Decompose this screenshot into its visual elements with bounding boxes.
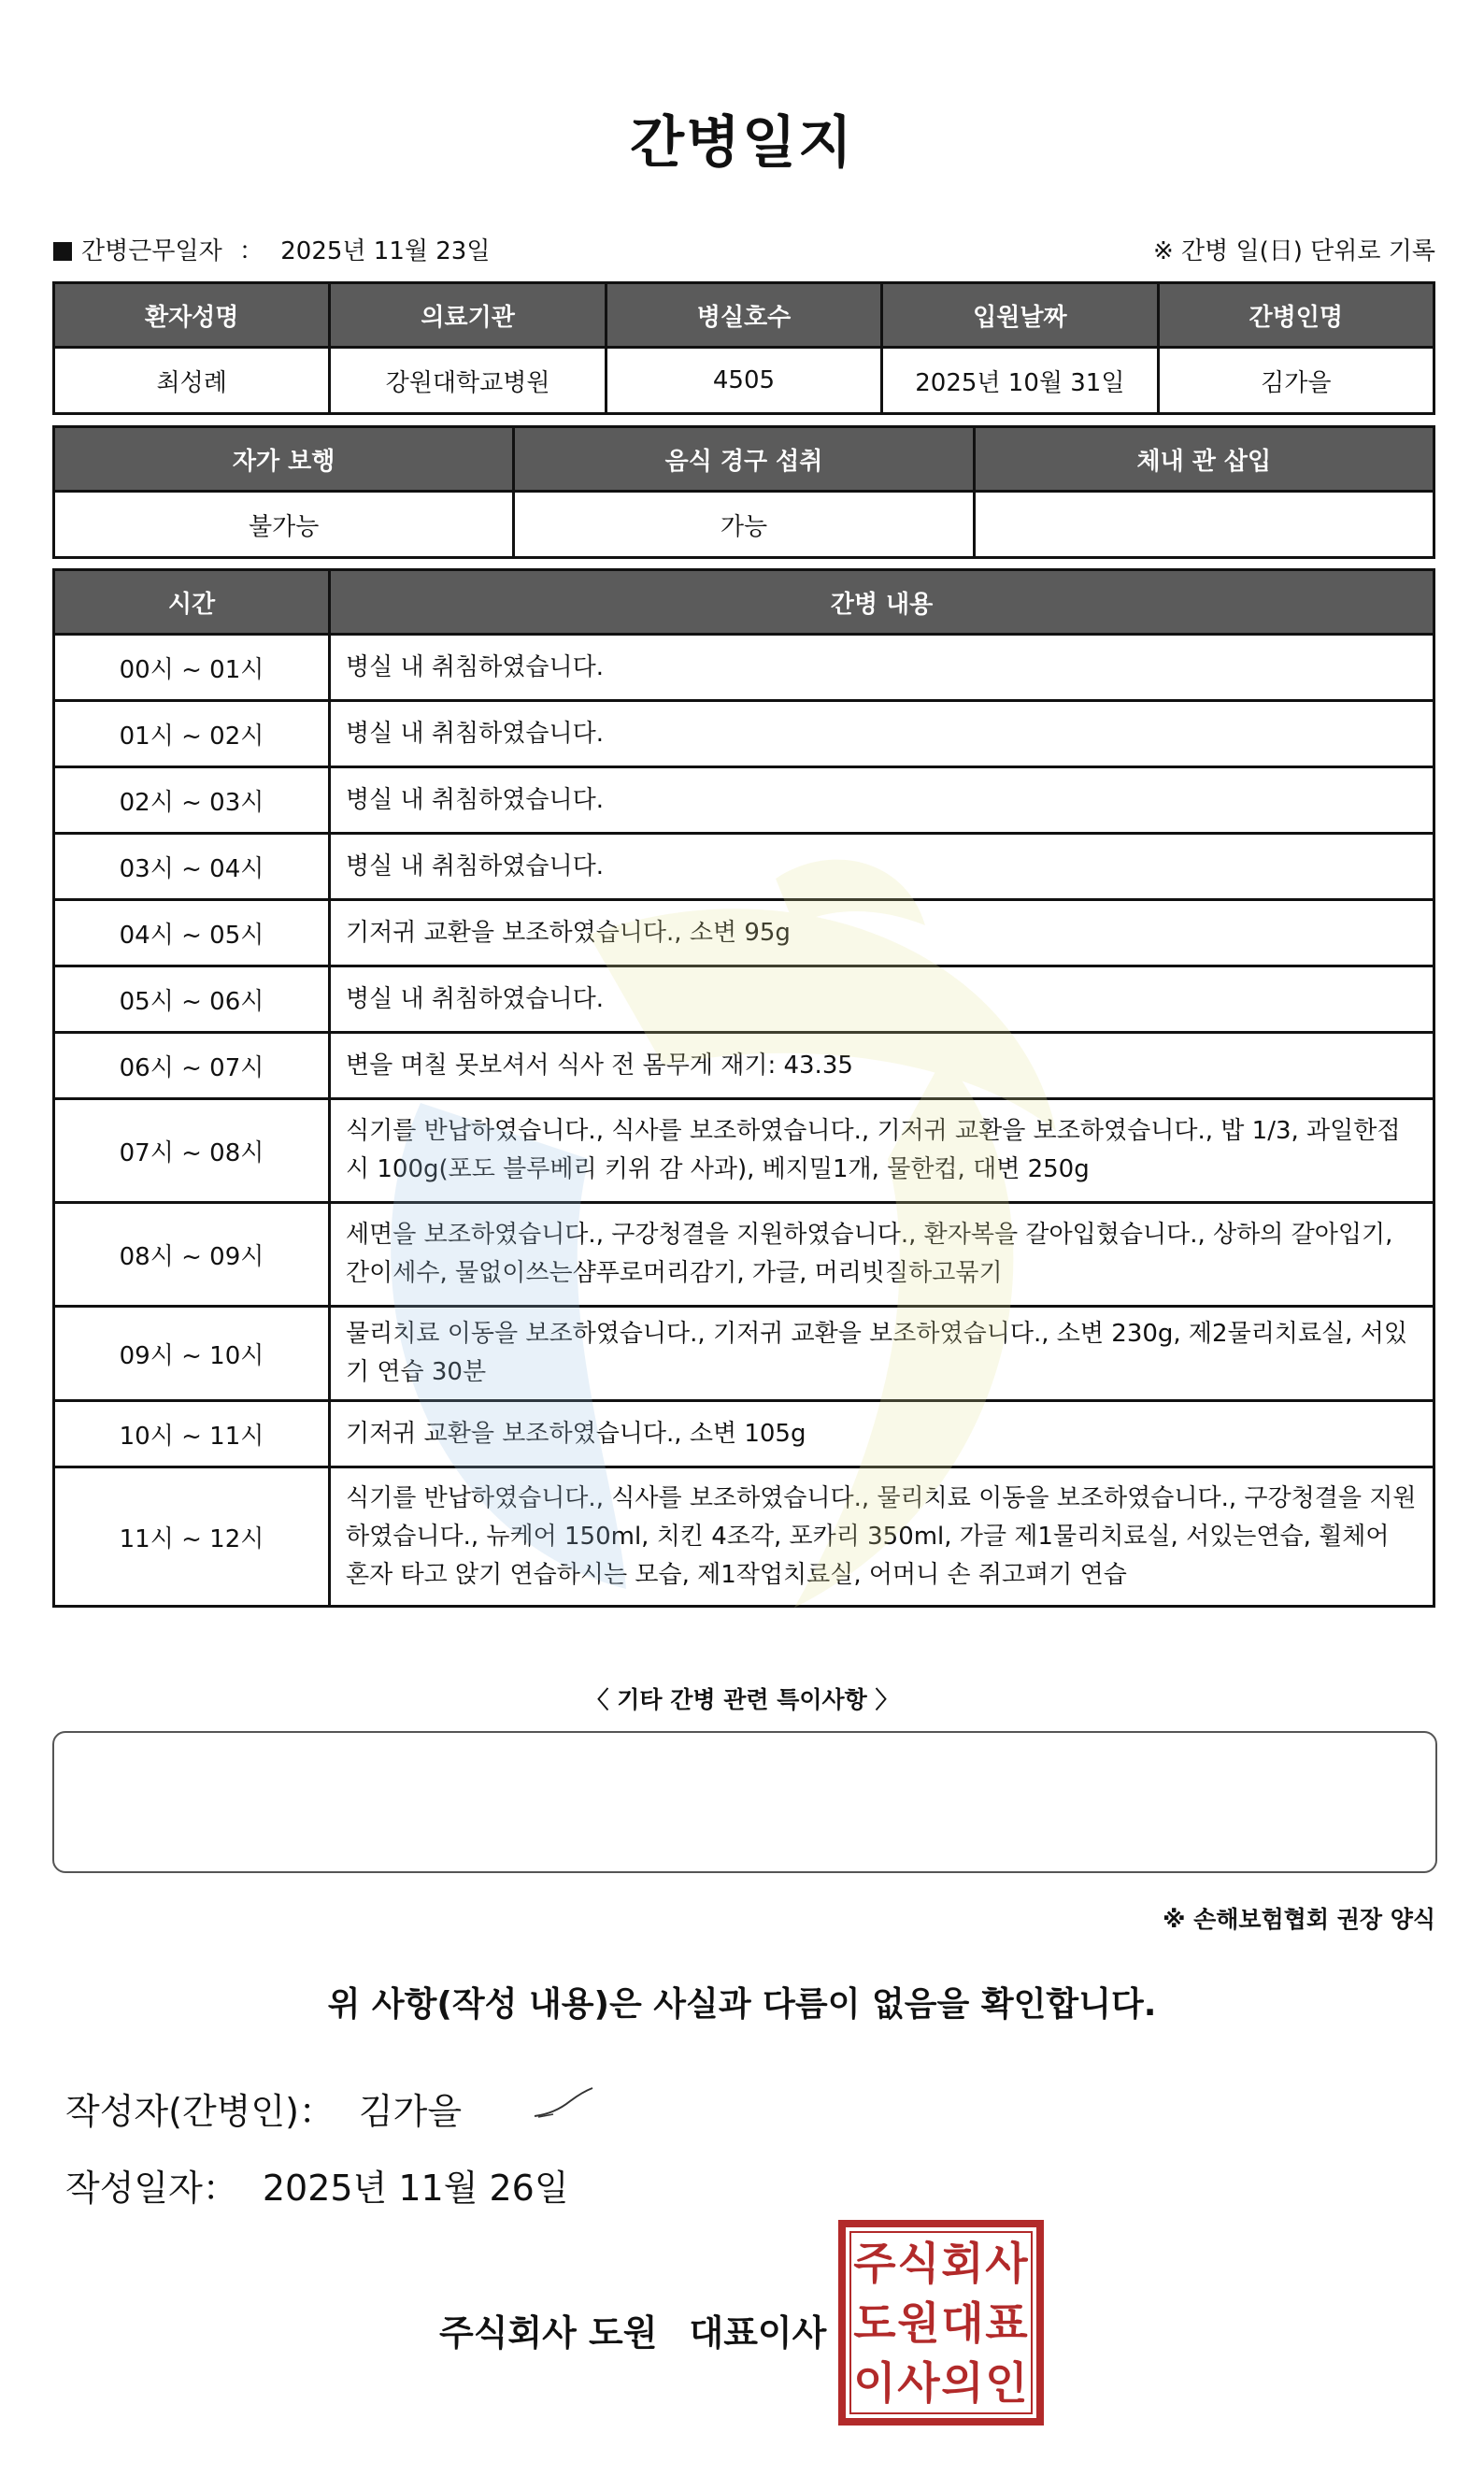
work-date-label: 간병근무일자 bbox=[81, 237, 222, 265]
care-time: 05시 ~ 06시 bbox=[54, 966, 330, 1033]
table-row bbox=[54, 900, 1434, 966]
care-time: 03시 ~ 04시 bbox=[54, 834, 330, 900]
svg-text:사: 사 bbox=[985, 2239, 1028, 2290]
svg-text:회: 회 bbox=[941, 2239, 984, 2290]
special-notes-label: 〈 기타 간병 관련 특이사항 〉 bbox=[585, 1686, 899, 1713]
header-caregiver-name: 간병인명 bbox=[1158, 283, 1434, 348]
care-time: 07시 ~ 08시 bbox=[54, 1099, 330, 1203]
care-time: 06시 ~ 07시 bbox=[54, 1033, 330, 1099]
care-time: 01시 ~ 02시 bbox=[54, 701, 330, 767]
care-content: 기저귀 교환을 보조하였습니다., 소변 105g bbox=[330, 1401, 1434, 1467]
svg-text:사: 사 bbox=[897, 2358, 940, 2410]
table-row bbox=[54, 1099, 1434, 1203]
record-unit-note: ※ 간병 일(日) 단위로 기록 bbox=[1152, 237, 1435, 265]
care-content: 변을 며칠 못보셔서 식사 전 몸무게 재기: 43.35 bbox=[330, 1033, 1434, 1099]
care-content: 병실 내 취침하였습니다. bbox=[330, 635, 1434, 701]
status-header-row bbox=[54, 427, 1434, 492]
write-date-line bbox=[65, 2159, 569, 2211]
header-patient-name: 환자성명 bbox=[54, 283, 330, 348]
header-oral-intake: 음식 경구 섭취 bbox=[514, 427, 974, 492]
care-time: 00시 ~ 01시 bbox=[54, 635, 330, 701]
write-date-label: 작성일자： bbox=[65, 2168, 238, 2209]
care-content: 병실 내 취침하였습니다. bbox=[330, 767, 1434, 834]
table-row bbox=[54, 1033, 1434, 1099]
tube-insertion-value bbox=[974, 492, 1434, 558]
care-time: 11시 ~ 12시 bbox=[54, 1467, 330, 1607]
table-row bbox=[54, 701, 1434, 767]
care-content: 기저귀 교환을 보조하였습니다., 소변 95g bbox=[330, 900, 1434, 966]
svg-text:의: 의 bbox=[941, 2358, 984, 2410]
admission-date: 2025년 10월 31일 bbox=[882, 348, 1158, 414]
care-header-row bbox=[54, 570, 1434, 635]
company-signature-line bbox=[439, 2304, 826, 2355]
svg-text:표: 표 bbox=[985, 2298, 1028, 2350]
header-admission-date: 입원날짜 bbox=[882, 283, 1158, 348]
work-date-line bbox=[53, 232, 490, 266]
table-row bbox=[54, 1203, 1434, 1307]
caregiver-name: 김가을 bbox=[1158, 348, 1434, 414]
svg-text:인: 인 bbox=[985, 2358, 1028, 2410]
work-date-value: 2025년 11월 23일 bbox=[280, 237, 491, 265]
oral-intake-value: 가능 bbox=[514, 492, 974, 558]
care-content: 세면을 보조하였습니다., 구강청결을 지원하였습니다., 환자복을 갈아입혔습니다., 상하의 갈아입기, 간이세수, 물없이쓰는샴푸로머리감기, 가글, 머리빗질하고묶기 bbox=[330, 1203, 1434, 1307]
association-form-note: ※ 손해보험협회 권장 양식 bbox=[1163, 1906, 1435, 1933]
header-time: 시간 bbox=[54, 570, 330, 635]
patient-info-table bbox=[52, 281, 1435, 415]
table-row bbox=[54, 834, 1434, 900]
table-row bbox=[54, 635, 1434, 701]
work-date-separator: ： bbox=[238, 237, 264, 265]
header-care-content: 간병 내용 bbox=[330, 570, 1434, 635]
write-date-value: 2025년 11월 26일 bbox=[262, 2168, 569, 2209]
care-content: 병실 내 취침하였습니다. bbox=[330, 701, 1434, 767]
care-log-table bbox=[52, 568, 1435, 1608]
patient-header-row bbox=[54, 283, 1434, 348]
care-time: 10시 ~ 11시 bbox=[54, 1401, 330, 1467]
writer-label: 작성자(간병인)： bbox=[65, 2091, 335, 2132]
svg-text:대: 대 bbox=[941, 2298, 984, 2350]
header-room-number: 병실호수 bbox=[606, 283, 881, 348]
care-content: 병실 내 취침하였습니다. bbox=[330, 966, 1434, 1033]
care-time: 08시 ~ 09시 bbox=[54, 1203, 330, 1307]
special-notes-box bbox=[52, 1731, 1437, 1873]
table-row bbox=[54, 966, 1434, 1033]
svg-text:식: 식 bbox=[897, 2239, 940, 2290]
writer-line bbox=[65, 2082, 462, 2134]
patient-name: 최성례 bbox=[54, 348, 330, 414]
svg-text:이: 이 bbox=[853, 2358, 896, 2410]
care-time: 04시 ~ 05시 bbox=[54, 900, 330, 966]
writer-name: 김가을 bbox=[358, 2091, 463, 2132]
care-content: 병실 내 취침하였습니다. bbox=[330, 834, 1434, 900]
table-row bbox=[54, 1307, 1434, 1401]
self-walking-value: 불가능 bbox=[54, 492, 514, 558]
table-row bbox=[54, 1401, 1434, 1467]
svg-text:원: 원 bbox=[897, 2298, 940, 2350]
confirmation-statement: 위 사항(작성 내용)은 사실과 다름이 없음을 확인합니다. bbox=[327, 1985, 1157, 2024]
care-content: 물리치료 이동을 보조하였습니다., 기저귀 교환을 보조하였습니다., 소변 230g, 제2물리치료실, 서있기 연습 30분 bbox=[330, 1307, 1434, 1401]
document-title: 간병일지 bbox=[630, 110, 854, 176]
svg-text:주: 주 bbox=[853, 2239, 896, 2290]
care-content: 식기를 반납하였습니다., 식사를 보조하였습니다., 기저귀 교환을 보조하였습니다., 밥 1/3, 과일한접시 100g(포도 블루베리 키위 감 사과), 베지밀1개, 물한컵, 대변 250g bbox=[330, 1099, 1434, 1203]
signature-mark-icon bbox=[533, 2086, 594, 2120]
patient-status-table bbox=[52, 425, 1435, 559]
square-bullet-icon bbox=[53, 242, 72, 261]
patient-value-row bbox=[54, 348, 1434, 414]
hospital-name: 강원대학교병원 bbox=[330, 348, 606, 414]
svg-text:도: 도 bbox=[853, 2298, 896, 2350]
company-representative: 대표이사 bbox=[689, 2312, 827, 2354]
care-time: 09시 ~ 10시 bbox=[54, 1307, 330, 1401]
header-self-walking: 자가 보행 bbox=[54, 427, 514, 492]
care-content: 식기를 반납하였습니다., 식사를 보조하였습니다., 물리치료 이동을 보조하였습니다., 구강청결을 지원하였습니다., 뉴케어 150ml, 치킨 4조각, 포카리 350ml, 가글 제1물리치료실, 서있는연습, 휠체어 혼자 타고 앉기 연습하시는 모습, 제1작업치료실, 어머니 손 쥐고펴기 연습 bbox=[330, 1467, 1434, 1607]
header-tube-insertion: 체내 관 삽입 bbox=[974, 427, 1434, 492]
company-name: 주식회사 도원 bbox=[439, 2312, 658, 2354]
room-number: 4505 bbox=[606, 348, 881, 414]
header-hospital: 의료기관 bbox=[330, 283, 606, 348]
table-row bbox=[54, 1467, 1434, 1607]
care-time: 02시 ~ 03시 bbox=[54, 767, 330, 834]
table-row bbox=[54, 767, 1434, 834]
status-value-row bbox=[54, 492, 1434, 558]
company-seal-stamp bbox=[837, 2219, 1045, 2426]
